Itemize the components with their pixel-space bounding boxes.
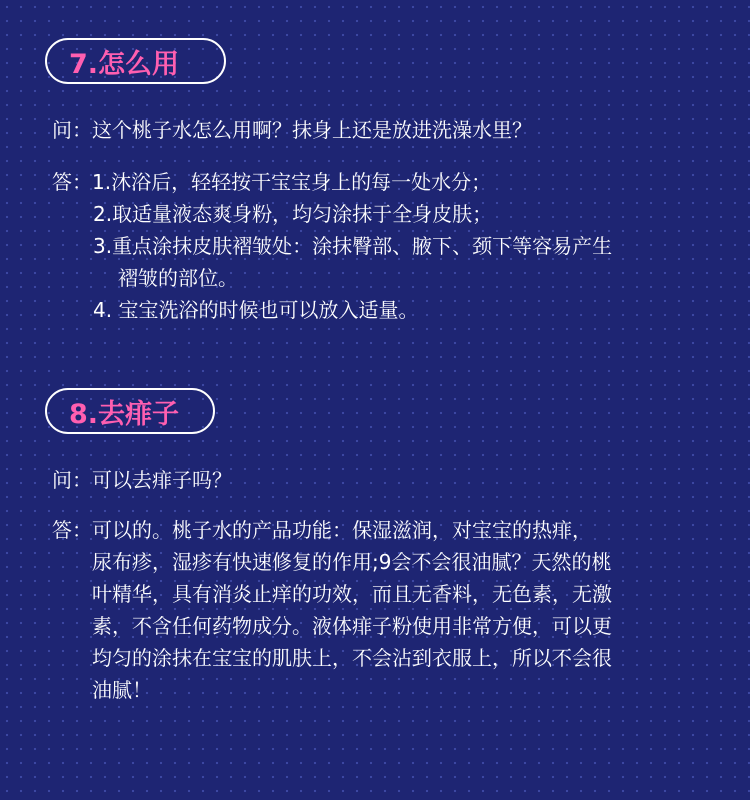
section-7-answer-line: 3.重点涂抹皮肤褶皱处：涂抹臀部、腋下、颈下等容易产生 [93,234,613,258]
section-8-answer-line: 尿布疹，湿疹有快速修复的作用;9会不会很油腻？天然的桃 [92,550,612,574]
section-8-title: 8.去痱子 [69,398,180,430]
section-7-answer-line: 答：1.沐浴后，轻轻按干宝宝身上的每一处水分； [52,170,492,194]
section-8-heading [45,388,215,434]
section-8-answer-line: 素，不含任何药物成分。液体痱子粉使用非常方便，可以更 [92,614,612,638]
section-7-title: 7.怎么用 [69,48,180,80]
section-7-answer-line: 褶皱的部位。 [118,266,238,290]
section-7-answer-line: 4. 宝宝洗浴的时候也可以放入适量。 [93,298,419,322]
section-8-answer-line: 叶精华，具有消炎止痒的功效，而且无香料，无色素，无激 [92,582,612,606]
section-8-answer-line: 油腻！ [92,678,152,702]
section-8-question: 问：可以去痱子吗？ [52,468,232,492]
section-7-heading [45,38,226,84]
section-7-question: 问：这个桃子水怎么用啊？抹身上还是放进洗澡水里？ [52,118,532,142]
section-8-answer-line: 答：可以的。桃子水的产品功能：保湿滋润，对宝宝的热痱， [52,518,592,542]
section-7-answer-line: 2.取适量液态爽身粉，均匀涂抹于全身皮肤； [93,202,493,226]
section-8-answer-line: 均匀的涂抹在宝宝的肌肤上，不会沾到衣服上，所以不会很 [92,646,612,670]
